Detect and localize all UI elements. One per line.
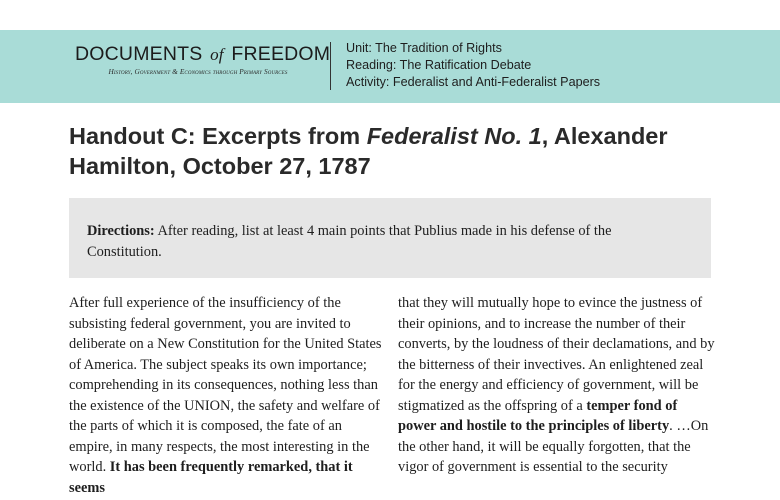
logo-of: of: [210, 45, 224, 64]
directions-body: After reading, list at least 4 main points that Publius made in his defense of the Constitution.: [87, 223, 612, 260]
title-italic: Federalist No. 1: [366, 123, 542, 149]
unit-info: [346, 40, 600, 91]
directions-text: [87, 221, 687, 263]
header-banner: [0, 30, 780, 103]
reading-line: Reading: The Ratification Debate: [346, 58, 532, 72]
right-bold-text: temper fond of power and hostile to the principles of liberty: [398, 397, 678, 434]
left-text: After full experience of the insufficiency of the subsisting federal government, you are invited to deliberate on a New Constitution for the United States of America. The subject speaks its own importance; comprehending in its consequences, nothing less than the existence of the UNION, the safety and welfare of the parts of which it is composed, the fate of an empire, in many respects, the most interesting in the world.: [69, 295, 382, 475]
logo-part2: FREEDOM: [231, 43, 331, 65]
right-after-text: . …On the other hand, it will be equally forgotten, that the vigor of government is essential to the security: [398, 418, 709, 475]
documents-of-freedom-logo: [75, 42, 331, 76]
left-bold-text: It has been frequently remarked, that it seems: [69, 459, 353, 496]
paragraph-left: [69, 293, 387, 498]
logo-subtitle: History, Government & Economics through Primary Sources: [108, 67, 288, 76]
logo-title: [75, 42, 331, 67]
title-prefix: Handout C: Excerpts from: [69, 123, 367, 149]
directions-box: [69, 198, 711, 278]
directions-label: Directions:: [87, 223, 155, 239]
text-column-right: [398, 293, 716, 478]
unit-line: Unit: The Tradition of Rights: [346, 41, 502, 55]
title-suffix: , Alexander Hamilton, October 27, 1787: [69, 123, 668, 179]
handout-title: [69, 121, 729, 181]
paragraph-right: [398, 293, 716, 478]
activity-line: Activity: Federalist and Anti-Federalist Papers: [346, 75, 601, 89]
logo-part1: DOCUMENTS: [75, 43, 203, 65]
header-divider: [330, 42, 331, 90]
right-text: that they will mutually hope to evince the justness of their opinions, and to increase the number of their converts, by the loudness of their declamations, and by the bitterness of their invectives. An enlightened zeal for the energy and efficiency of government, will be stigmatized as the offspring of a: [398, 295, 715, 414]
text-column-left: [69, 293, 387, 498]
